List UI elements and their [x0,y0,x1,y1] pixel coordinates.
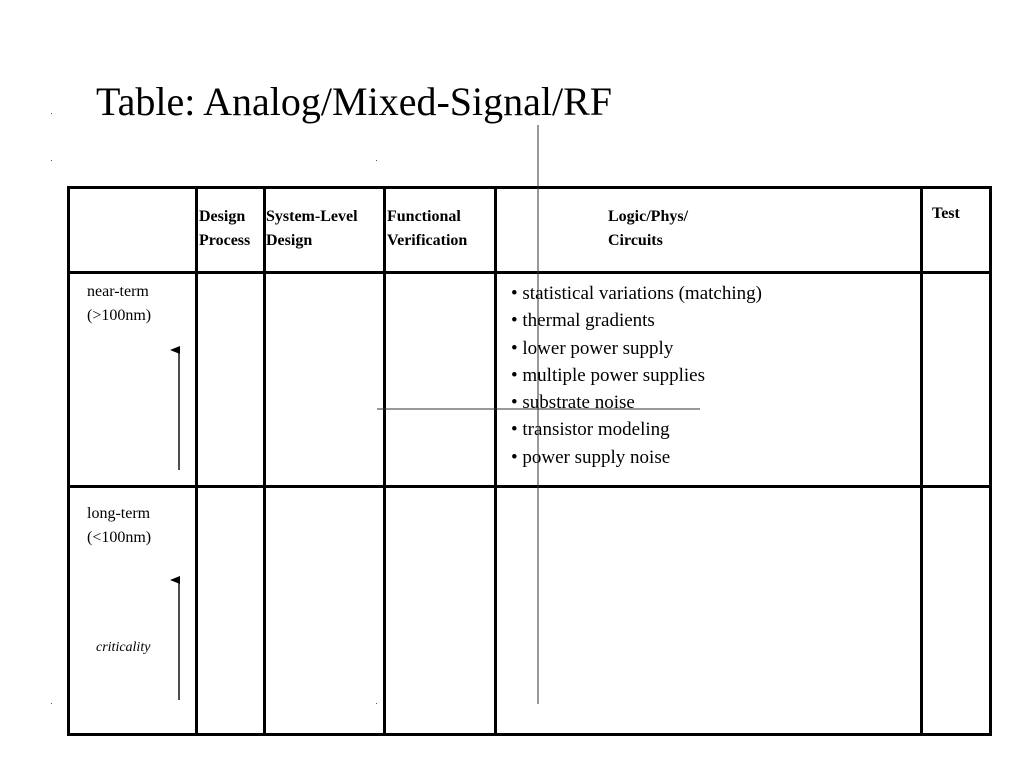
marker-dot [376,160,377,161]
header-line: Functional [387,208,461,225]
slide-title: Table: Analog/Mixed-Signal/RF [96,79,613,124]
header-line: Circuits [608,232,663,249]
header-line: System-Level [266,208,358,225]
list-item: • lower power supply [511,335,762,362]
header-line: Verification [387,232,468,249]
marker-dot [376,703,377,704]
row-label-line: near-term [87,283,149,300]
row-label-line: (<100nm) [87,529,152,546]
list-item: • statistical variations (matching) [511,280,762,307]
header-line: Design [199,208,246,225]
header-line: Process [199,232,251,249]
list-item: • transistor modeling [511,416,762,443]
row-label-line: (>100nm) [87,307,152,324]
row-label-line: long-term [87,505,151,522]
list-item: • thermal gradients [511,307,762,334]
list-item: • power supply noise [511,444,762,471]
criticality-label: criticality [96,640,151,655]
marker-dot [51,113,52,114]
list-item: • substrate noise [511,389,762,416]
header-line: Logic/Phys/ [608,208,689,225]
marker-dot [51,160,52,161]
header-line: Design [266,232,313,249]
marker-dot [51,703,52,704]
list-item: • multiple power supplies [511,362,762,389]
header-test: Test [932,205,960,222]
